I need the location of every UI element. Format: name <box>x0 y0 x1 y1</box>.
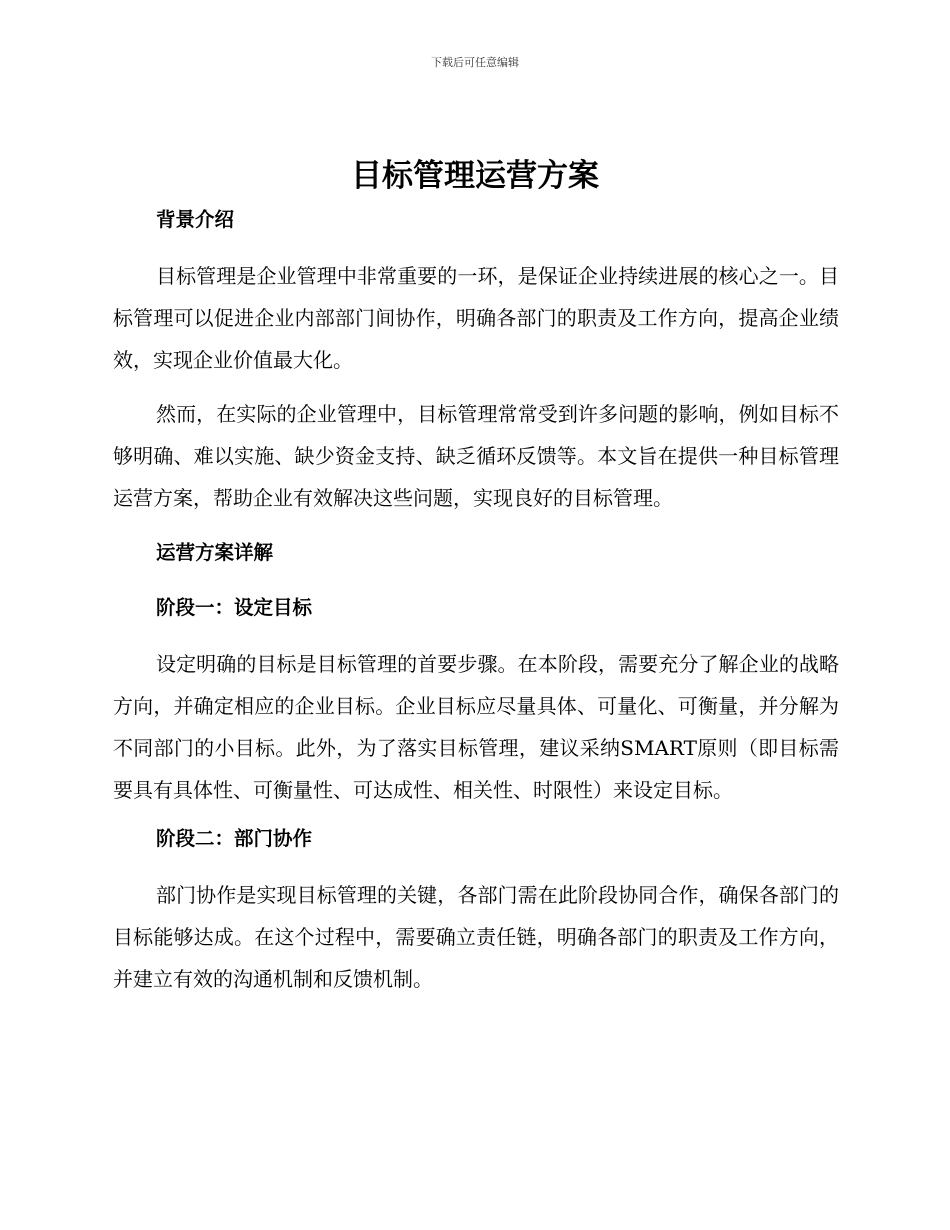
paragraph-stage1: 设定明确的目标是目标管理的首要步骤。在本阶段，需要充分了解企业的战略方向，并确定相应的企业目标。企业目标应尽量具体、可量化、可衡量，并分解为不同部门的小目标。此外，为了落实目标管理，建议采纳SMART原则（即目标需要具有具体性、可衡量性、可达成性、相关性、时限性）来设定目标。 <box>113 652 839 802</box>
section-heading-background: 背景介绍 <box>156 208 235 231</box>
section-heading-stage1: 阶段一：设定目标 <box>156 596 313 619</box>
paragraph-stage2: 部门协作是实现目标管理的关键，各部门需在此阶段协同合作，确保各部门的目标能够达成。在这个过程中，需要确立责任链，明确各部门的职责及工作方向，并建立有效的沟通机制和反馈机制。 <box>113 883 839 991</box>
section-heading-stage2: 阶段二：部门协作 <box>156 827 313 850</box>
document-title: 目标管理运营方案 <box>351 158 599 194</box>
section-heading-plan: 运营方案详解 <box>156 541 274 564</box>
paragraph-background-2: 然而，在实际的企业管理中，目标管理常常受到许多问题的影响，例如目标不够明确、难以实施、缺少资金支持、缺乏循环反馈等。本文旨在提供一种目标管理运营方案，帮助企业有效解决这些问题，实现良好的目标管理。 <box>113 402 839 510</box>
paragraph-background-1: 目标管理是企业管理中非常重要的一环，是保证企业持续进展的核心之一。目标管理可以促进企业内部部门间协作，明确各部门的职责及工作方向，提高企业绩效，实现企业价值最大化。 <box>113 264 839 372</box>
page-header-note: 下载后可任意编辑 <box>431 56 519 69</box>
document-body <box>113 200 839 1000</box>
